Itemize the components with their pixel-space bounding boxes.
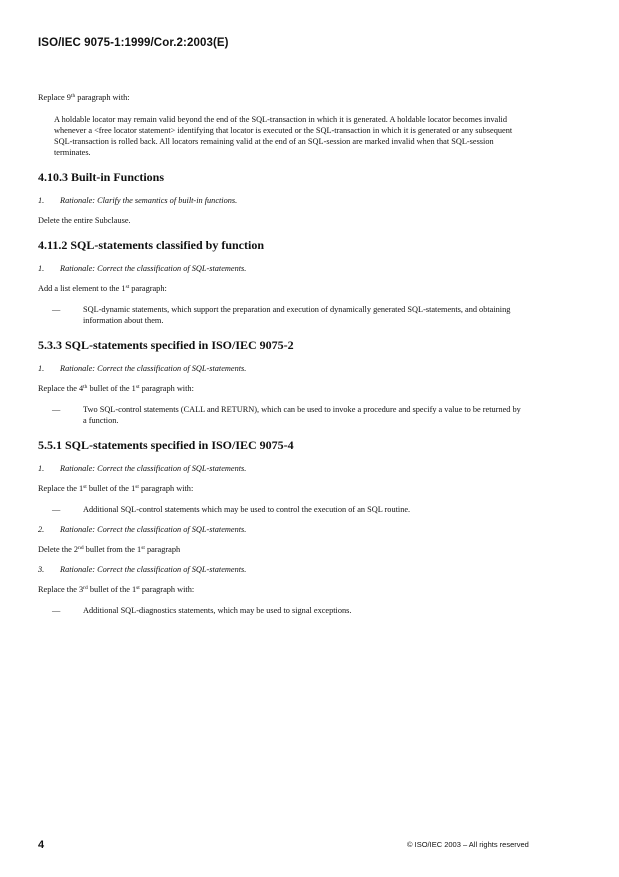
page-number: 4 <box>38 839 45 851</box>
document-body <box>38 92 578 616</box>
instruction: Replace the 4th bullet of the 1st paragraph with: <box>38 384 194 393</box>
instruction: Replace the 1st bullet of the 1st paragraph with: <box>38 484 194 493</box>
heading-5-3-3: 5.3.3 SQL-statements specified in ISO/IEC 9075-2 <box>38 338 294 352</box>
instruction: Add a list element to the 1st paragraph: <box>38 284 167 293</box>
dash-marker: — <box>52 606 61 615</box>
heading-4-11-2: 4.11.2 SQL-statements classified by function <box>38 238 265 252</box>
intro-quote: A holdable locator may remain valid beyond the end of the SQL-transaction in which it is generated. A holdable locator becomes invalid whenever a <free locator statement> identifying that locator is executed or the SQL-transaction in which it is generated or any subsequent SQL-transaction is rolled back. All locators remaining valid at the end of an SQL-session are marked invalid when that SQL-session terminates. <box>54 115 513 157</box>
list-item: — Additional SQL-diagnostics statements, which may be used to signal exceptions. <box>52 606 352 615</box>
heading-5-5-1: 5.5.1 SQL-statements specified in ISO/IEC 9075-4 <box>38 438 294 452</box>
instruction: Delete the 2nd bullet from the 1st paragraph <box>38 545 181 554</box>
rationale: 2. Rationale: Correct the classification of SQL-statements. <box>38 525 247 534</box>
rationale: 1. Rationale: Correct the classification of SQL-statements. <box>38 364 247 373</box>
dash-marker: — <box>52 305 61 314</box>
instruction: Replace the 3rd bullet of the 1st paragraph with: <box>38 585 195 594</box>
list-item: — Additional SQL-control statements which may be used to control the execution of an SQL routine. <box>52 505 411 514</box>
rationale: 1. Rationale: Correct the classification of SQL-statements. <box>38 264 247 273</box>
instruction: Delete the entire Subclause. <box>38 216 131 225</box>
dash-marker: — <box>52 405 61 414</box>
list-item: — SQL-dynamic statements, which support the preparation and execution of dynamically generated SQL-statements, and obtaining information about them. <box>52 305 511 325</box>
rationale: 3. Rationale: Correct the classification of SQL-statements. <box>38 565 247 574</box>
intro-instruction: Replace 9th paragraph with: <box>38 93 130 102</box>
rationale: 1. Rationale: Correct the classification of SQL-statements. <box>38 464 247 473</box>
copyright-notice: © ISO/IEC 2003 – All rights reserved <box>407 840 529 849</box>
rationale: 1. Rationale: Clarify the semantics of built-in functions. <box>38 196 238 205</box>
heading-4-10-3: 4.10.3 Built-in Functions <box>38 170 165 184</box>
list-item: — Two SQL-control statements (CALL and RETURN), which can be used to invoke a procedure and specify a value to be returned by a function. <box>52 405 521 425</box>
document-header: ISO/IEC 9075-1:1999/Cor.2:2003(E) <box>38 37 229 49</box>
dash-marker: — <box>52 505 61 514</box>
